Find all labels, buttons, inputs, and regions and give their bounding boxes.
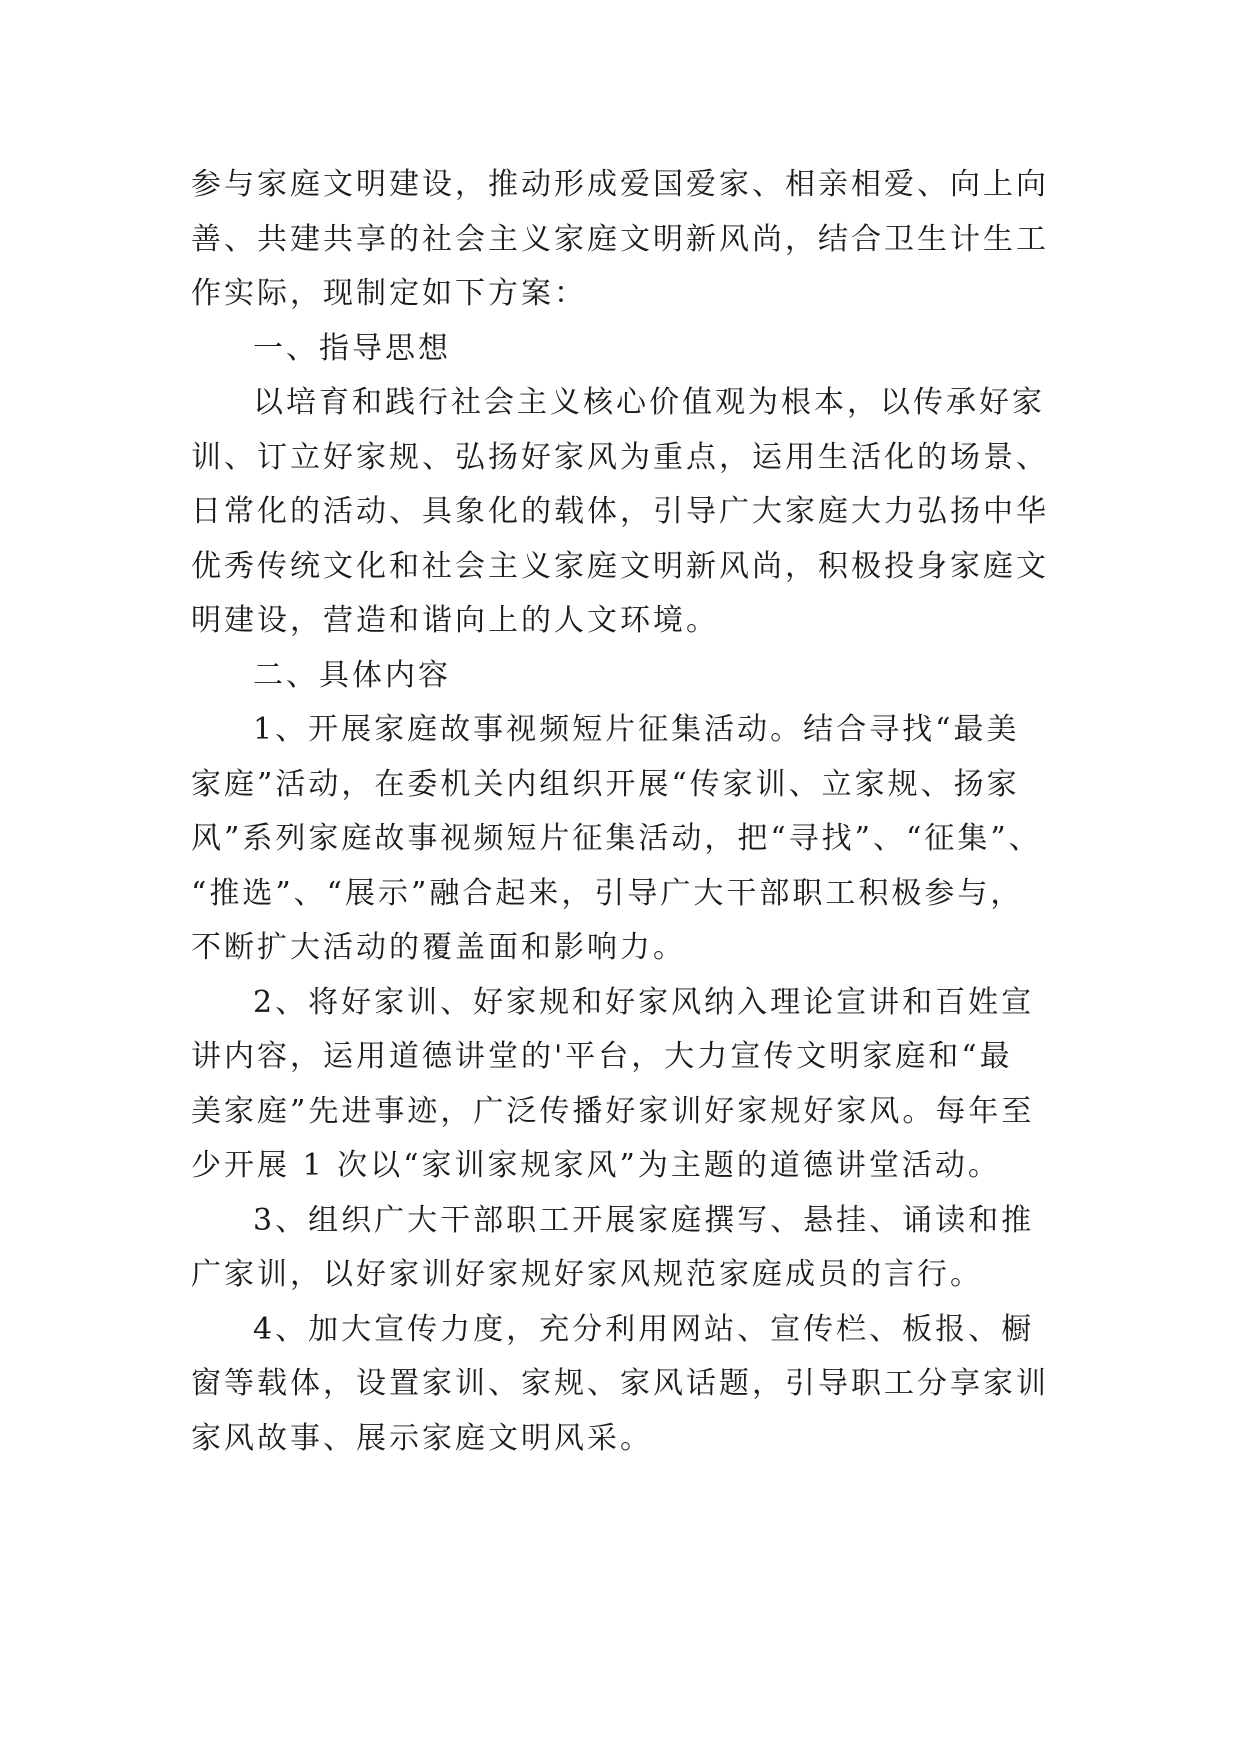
section-heading-specific-content (191, 649, 1051, 704)
text-line: 日常化的活动、具象化的载体，引导广大家庭大力弘扬中华 (191, 494, 1049, 529)
text-line: 讲内容，运用道德讲堂的'平台，大力宣传文明家庭和“最 (191, 1039, 1013, 1074)
text-line: 作实际，现制定如下方案： (191, 276, 587, 311)
paragraph-intro-continued (191, 158, 1051, 322)
text-line: 家庭”活动，在委机关内组织开展“传家训、立家规、扬家 (191, 766, 1020, 802)
text-line: 3、组织广大干部职工开展家庭撰写、悬挂、诵读和推 (253, 1202, 1035, 1238)
text-line: 优秀传统文化和社会主义家庭文明新风尚，积极投身家庭文 (191, 548, 1049, 584)
paragraph-item-4 (191, 1303, 1051, 1467)
text-line: 不断扩大活动的覆盖面和影响力。 (191, 930, 686, 965)
paragraph-item-3 (191, 1194, 1051, 1303)
text-line: 2、将好家训、好家规和好家风纳入理论宣讲和百姓宣 (253, 984, 1035, 1020)
paragraph-item-2 (191, 976, 1051, 1194)
text-line: 1、开展家庭故事视频短片征集活动。结合寻找“最美 (253, 712, 1020, 747)
heading-text: 一、指导思想 (253, 330, 451, 366)
text-line: “推选”、“展示”融合起来，引导广大干部职工积极参与， (191, 875, 1024, 911)
paragraph-item-1 (191, 703, 1051, 976)
text-line: 善、共建共享的社会主义家庭文明新风尚，结合卫生计生工 (191, 221, 1049, 257)
text-line: 广家训，以好家训好家规好家风规范家庭成员的言行。 (191, 1257, 983, 1292)
text-line: 参与家庭文明建设，推动形成爱国爱家、相亲相爱、向上向 (191, 167, 1049, 202)
text-line: 风”系列家庭故事视频短片征集活动，把“寻找”、“征集”、 (191, 821, 1042, 856)
text-line: 以培育和践行社会主义核心价值观为根本，以传承好家 (253, 385, 1045, 420)
heading-text: 二、具体内容 (253, 657, 451, 693)
paragraph-guiding-ideology (191, 376, 1051, 649)
text-line: 家风故事、展示家庭文明风采。 (191, 1420, 653, 1456)
text-line: 4、加大宣传力度，充分利用网站、宣传栏、板报、橱 (253, 1311, 1035, 1347)
text-line: 明建设，营造和谐向上的人文环境。 (191, 603, 719, 638)
text-line: 窗等载体，设置家训、家规、家风话题，引导职工分享家训 (191, 1366, 1049, 1401)
section-heading-guiding-ideology (191, 322, 1051, 377)
document-body (191, 158, 1051, 1466)
text-line: 训、订立好家规、弘扬好家风为重点，运用生活化的场景、 (191, 439, 1049, 475)
text-line: 美家庭”先进事迹，广泛传播好家训好家规好家风。每年至 (191, 1093, 1035, 1129)
text-line: 少开展 1 次以“家训家规家风”为主题的道德讲堂活动。 (191, 1148, 1001, 1183)
